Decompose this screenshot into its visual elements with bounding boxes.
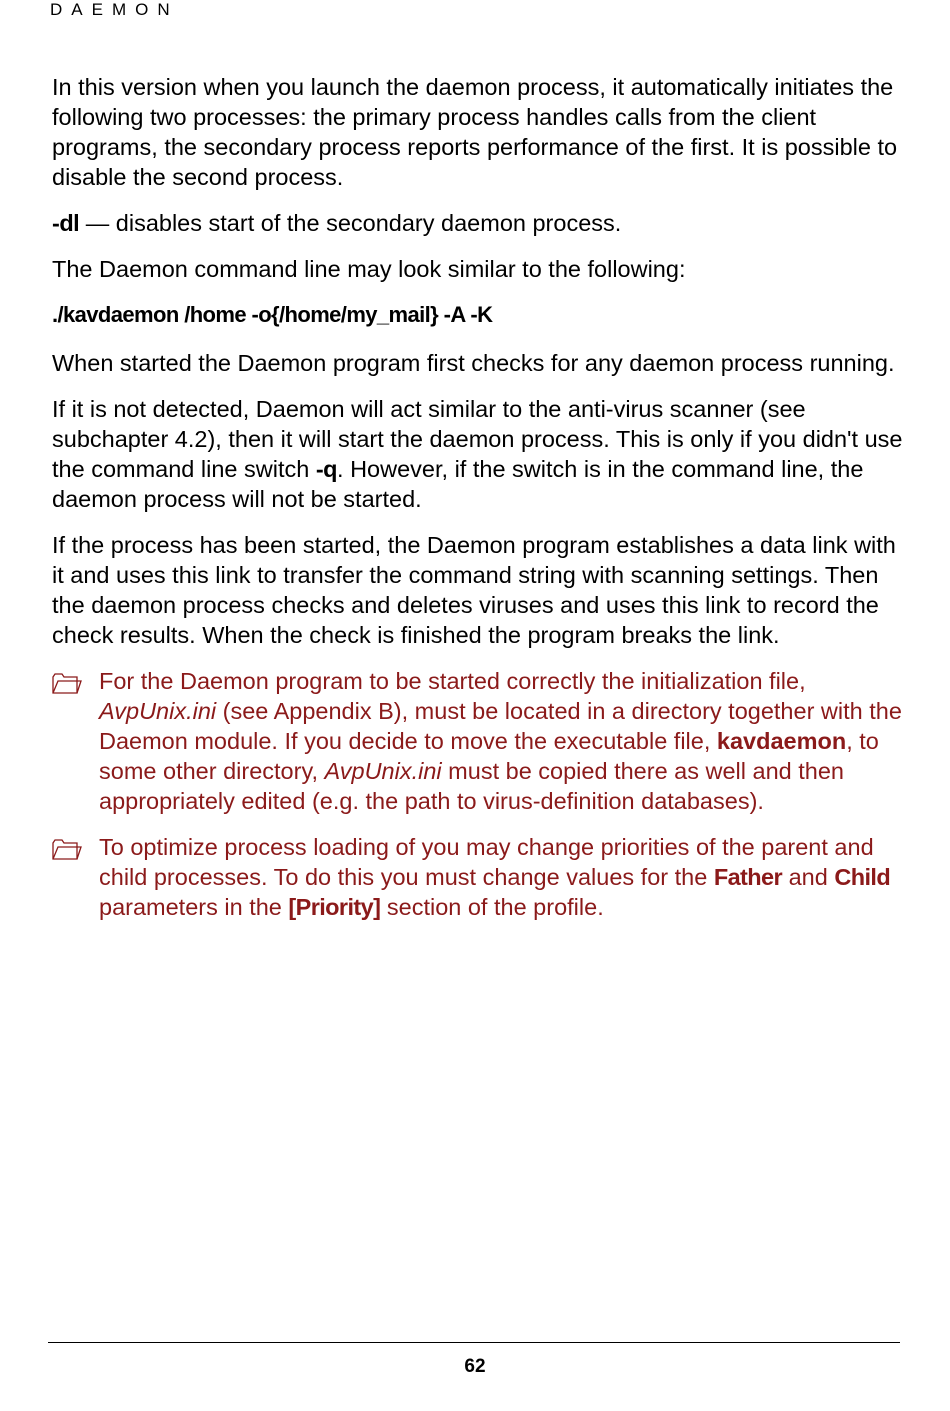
paragraph-not-detected bbox=[52, 394, 912, 514]
paragraph-startup-check: When started the Daemon program first checks for any daemon process running. bbox=[52, 350, 895, 376]
note2-father-param: Father bbox=[713, 864, 783, 890]
note2-text-4: section of the profile. bbox=[380, 894, 604, 920]
folder-icon bbox=[52, 672, 82, 694]
note2-text-3: parameters in the bbox=[99, 894, 289, 920]
folder-icon bbox=[52, 838, 82, 860]
footer-divider bbox=[48, 1342, 900, 1343]
page-number: 62 bbox=[464, 1356, 486, 1377]
note1-filename-1: AvpUnix.ini bbox=[99, 698, 217, 724]
note-process-priorities bbox=[52, 832, 912, 922]
switch-dl: -dl bbox=[52, 210, 80, 236]
note1-text-4: must be copied there as well and then appropriately edited (e.g. the path to virus-definition databases). bbox=[99, 758, 844, 814]
paragraph-command-intro: The Daemon command line may look similar to the following: bbox=[52, 256, 686, 282]
switch-q: -q bbox=[315, 456, 338, 482]
note1-text-1: For the Daemon program to be started correctly the initialization file, bbox=[99, 668, 806, 694]
switch-dl-description: — disables start of the secondary daemon process. bbox=[79, 210, 622, 236]
note1-text-2: (see Appendix B), must be located in a directory together with the Daemon module. If you decide to move the executable file, bbox=[99, 698, 902, 754]
note-initialization-file bbox=[52, 666, 912, 816]
note2-text-2: and bbox=[782, 864, 835, 890]
note1-text-3: , to some other directory, bbox=[99, 728, 879, 784]
command-line-example: ./kavdaemon /home -o{/home/my_mail} -A -K bbox=[52, 302, 493, 327]
p5-before: If it is not detected, Daemon will act similar to the anti-virus scanner (see subchapter 4.2), then it will start the daemon process. This is only if you didn't use the command line switch bbox=[52, 396, 903, 482]
paragraph-dl-switch bbox=[52, 208, 912, 238]
note2-child-param: Child bbox=[834, 864, 891, 890]
paragraph-intro: In this version when you launch the daemon process, it automatically initiates the following two processes: the primary process handles calls from the client programs, the secondary process reports performance of the first. It is possible to disable the second process. bbox=[52, 74, 898, 190]
note2-text-1: To optimize process loading of you may change priorities of the parent and child processes. To do this you must change values for the bbox=[99, 834, 874, 890]
note2-priority-section: [Priority] bbox=[288, 894, 381, 920]
note1-executable-name: kavdaemon bbox=[716, 728, 847, 754]
note1-filename-2: AvpUnix.ini bbox=[324, 758, 442, 784]
paragraph-data-link: If the process has been started, the Daemon program establishes a data link with it and uses this link to transfer the command string with scanning settings. Then the daemon process checks and deletes viruses and uses this link to record the check results. When the check is finished the program breaks the link. bbox=[52, 532, 896, 648]
page-content bbox=[52, 72, 912, 938]
running-header: DAEMON bbox=[50, 0, 179, 19]
p5-after: . However, if the switch is in the command line, the daemon process will not be started. bbox=[52, 456, 864, 512]
